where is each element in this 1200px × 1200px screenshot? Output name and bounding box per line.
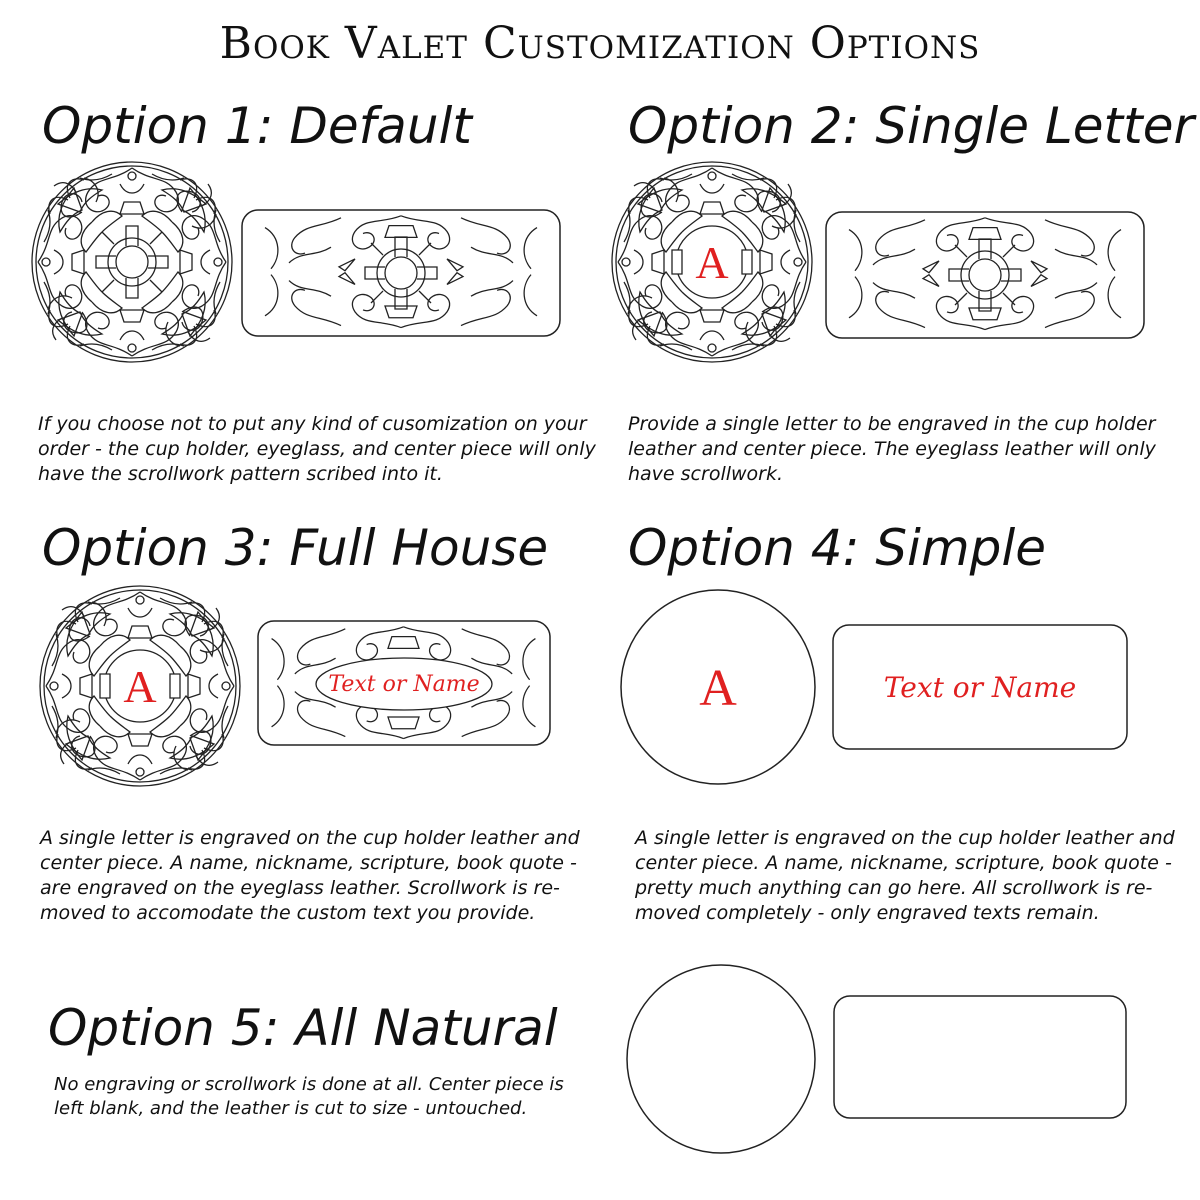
option-4-eyeglass-leather	[833, 625, 1127, 749]
option-2-engraved-letter: A	[695, 237, 729, 288]
option-1-eyeglass-leather	[242, 210, 560, 336]
option-2-heading: Option 2: Single Letter	[628, 97, 1195, 155]
option-2-eyeglass-leather	[826, 212, 1144, 338]
option-4-description: A single letter is engraved on the cup holder leather and center piece. A name, nickname, scripture, book quote - pretty much anything can go here. All scrollwork is re- moved completely - only engraved texts remain.	[635, 827, 1175, 924]
option-2-description: Provide a single letter to be engraved in the cup holder leather and center piece. The eyeglass leather will only have scrollwork.	[628, 413, 1156, 485]
option-1-cup-holder	[32, 162, 232, 362]
option-4-engraved-letter: A	[699, 660, 737, 717]
page-title: Book Valet Customization Options	[219, 18, 981, 69]
option-3-heading: Option 3: Full House	[42, 519, 549, 577]
option-5-cup-holder	[627, 965, 815, 1153]
option-5-description: No engraving or scrollwork is done at all. Center piece is left blank, and the leather is cut to size - untouched.	[54, 1074, 564, 1119]
option-3-cup-holder	[40, 586, 240, 786]
option-3-engraved-text: Text or Name	[328, 672, 480, 697]
option-3-description: A single letter is engraved on the cup holder leather and center piece. A name, nickname, scripture, book quote - are engraved on the eyeglass leather. Scrollwork is re- moved to accomodate the custom text you provide.	[40, 827, 580, 924]
option-4-engraved-text: Text or Name	[883, 671, 1077, 704]
option-3-engraved-letter: A	[123, 661, 157, 712]
option-1-heading: Option 1: Default	[42, 97, 473, 155]
option-4-cup-holder	[621, 590, 815, 784]
option-2-cup-holder	[612, 162, 812, 362]
option-1-description: If you choose not to put any kind of cusomization on your order - the cup holder, eyeglass, and center piece will only have the scrollwork pattern scribed into it.	[38, 413, 596, 485]
option-3-eyeglass-leather	[258, 621, 550, 745]
option-5-heading: Option 5: All Natural	[48, 999, 558, 1057]
option-4-heading: Option 4: Simple	[628, 519, 1047, 577]
option-5-eyeglass-leather	[834, 996, 1126, 1118]
